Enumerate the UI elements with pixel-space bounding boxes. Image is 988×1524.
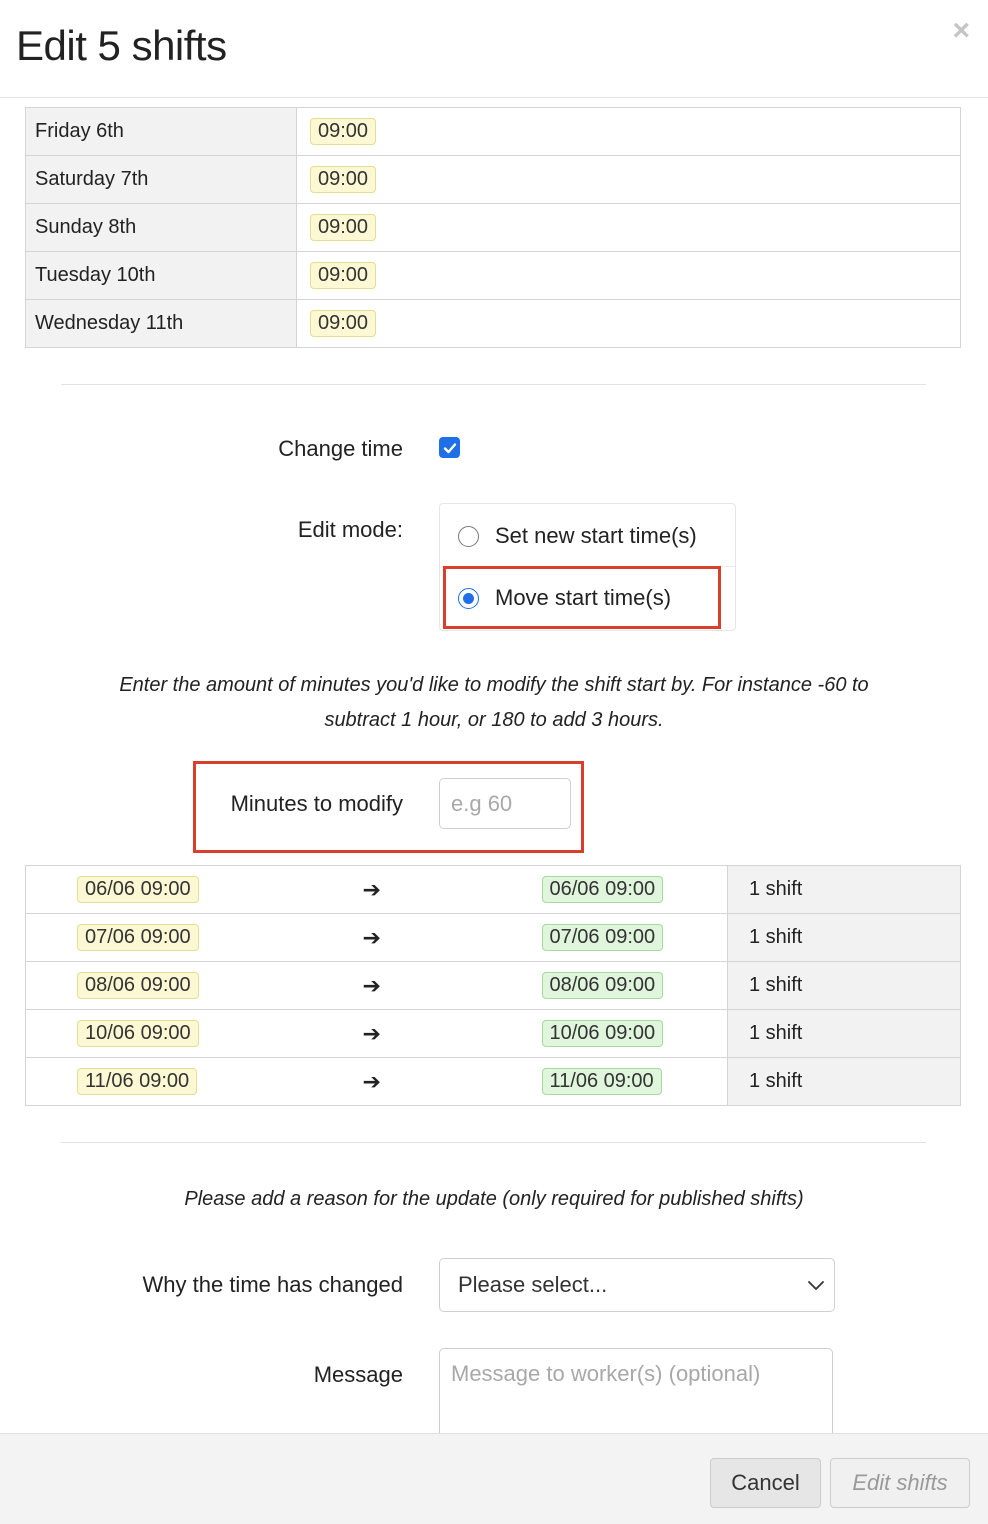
from-time-badge: 10/06 09:00 bbox=[77, 1020, 199, 1047]
close-icon[interactable]: × bbox=[952, 14, 970, 47]
table-row bbox=[26, 300, 961, 348]
modal-header bbox=[0, 0, 988, 98]
modal-title: Edit 5 shifts bbox=[16, 22, 227, 69]
day-label: Tuesday 10th bbox=[26, 252, 297, 300]
radio-move-start-time[interactable] bbox=[458, 585, 671, 611]
time-badge: 09:00 bbox=[310, 214, 376, 241]
to-time-badge: 11/06 09:00 bbox=[542, 1068, 662, 1095]
from-time-badge: 11/06 09:00 bbox=[77, 1068, 197, 1095]
shift-count: 1 shift bbox=[728, 1010, 961, 1058]
table-row bbox=[26, 204, 961, 252]
from-time-badge: 06/06 09:00 bbox=[77, 876, 199, 903]
from-time-badge: 07/06 09:00 bbox=[77, 924, 199, 951]
radio-label: Set new start time(s) bbox=[495, 523, 697, 548]
to-time-badge: 06/06 09:00 bbox=[542, 876, 664, 903]
edit-shifts-button[interactable]: Edit shifts bbox=[830, 1458, 970, 1508]
arrow-right-icon: ➔ bbox=[326, 914, 430, 962]
day-label: Friday 6th bbox=[26, 108, 297, 156]
edit-mode-radio-group bbox=[439, 503, 736, 631]
arrow-right-icon: ➔ bbox=[326, 866, 430, 914]
time-badge: 09:00 bbox=[310, 166, 376, 193]
section-divider bbox=[61, 1142, 926, 1143]
radio-set-new-start-time[interactable] bbox=[458, 523, 697, 549]
table-row bbox=[26, 156, 961, 204]
radio-label: Move start time(s) bbox=[495, 585, 672, 610]
shift-count: 1 shift bbox=[728, 1058, 961, 1106]
table-row bbox=[26, 108, 961, 156]
change-time-label: Change time bbox=[278, 436, 403, 461]
cancel-button[interactable]: Cancel bbox=[710, 1458, 821, 1508]
minutes-label: Minutes to modify bbox=[230, 791, 403, 816]
shift-count: 1 shift bbox=[728, 866, 961, 914]
modal-footer bbox=[0, 1433, 988, 1524]
day-label: Sunday 8th bbox=[26, 204, 297, 252]
checkmark-icon bbox=[443, 441, 457, 455]
table-row bbox=[26, 1010, 961, 1058]
edit-mode-label: Edit mode: bbox=[297, 517, 403, 542]
time-badge: 09:00 bbox=[310, 262, 376, 289]
radio-button-selected[interactable] bbox=[458, 588, 479, 609]
reason-instruction: Please add a reason for the update (only required for published shifts) bbox=[184, 1188, 804, 1210]
table-row bbox=[26, 866, 961, 914]
to-time-badge: 07/06 09:00 bbox=[542, 924, 664, 951]
minutes-input[interactable] bbox=[439, 778, 571, 829]
select-value: Please select... bbox=[458, 1272, 608, 1297]
shift-count: 1 shift bbox=[728, 914, 961, 962]
table-row bbox=[26, 1058, 961, 1106]
from-time-badge: 08/06 09:00 bbox=[77, 972, 199, 999]
chevron-down-icon bbox=[806, 1275, 826, 1295]
change-time-checkbox[interactable] bbox=[439, 437, 460, 458]
arrow-right-icon: ➔ bbox=[326, 962, 430, 1010]
time-badge: 09:00 bbox=[310, 310, 376, 337]
shift-days-table bbox=[25, 107, 961, 348]
time-badge: 09:00 bbox=[310, 118, 376, 145]
help-text: Enter the amount of minutes you'd like to modify the shift start by. For instance -60 to subtract 1 hour, or 180 to add 3 hours. bbox=[119, 674, 869, 731]
table-row bbox=[26, 914, 961, 962]
arrow-right-icon: ➔ bbox=[326, 1058, 430, 1106]
radio-button[interactable] bbox=[458, 526, 479, 547]
why-changed-select[interactable] bbox=[439, 1258, 835, 1312]
section-divider bbox=[61, 384, 926, 385]
why-changed-label: Why the time has changed bbox=[142, 1272, 403, 1297]
radio-separator bbox=[440, 566, 735, 567]
to-time-badge: 10/06 09:00 bbox=[542, 1020, 664, 1047]
shift-count: 1 shift bbox=[728, 962, 961, 1010]
to-time-badge: 08/06 09:00 bbox=[542, 972, 664, 999]
shift-moves-table bbox=[25, 865, 961, 1106]
day-label: Saturday 7th bbox=[26, 156, 297, 204]
table-row bbox=[26, 252, 961, 300]
table-row bbox=[26, 962, 961, 1010]
message-label: Message bbox=[313, 1362, 403, 1387]
arrow-right-icon: ➔ bbox=[326, 1010, 430, 1058]
day-label: Wednesday 11th bbox=[26, 300, 297, 348]
